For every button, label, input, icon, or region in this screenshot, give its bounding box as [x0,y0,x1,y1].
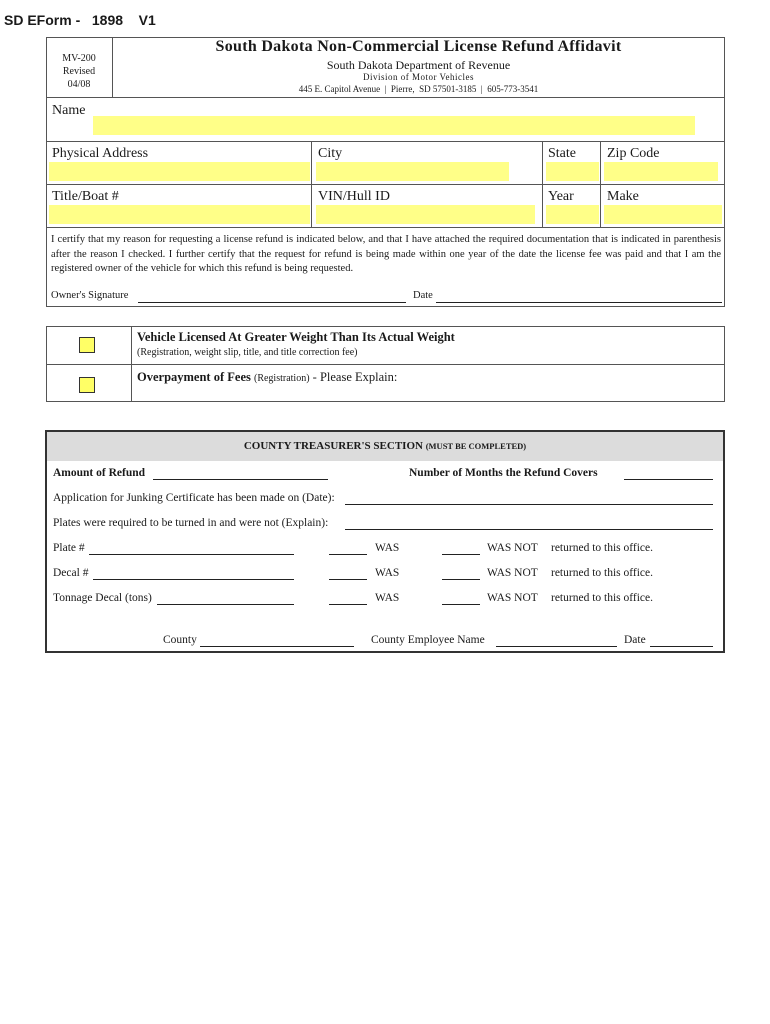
zip-label: Zip Code [607,146,660,161]
county-date-label: Date [624,634,646,646]
row-divider [46,184,725,185]
reason-overpayment-title: Overpayment of Fees [137,370,251,384]
col-divider [311,141,312,227]
employee-line[interactable] [496,646,617,647]
plates-label: Plates were required to be turned in and were not (Explain): [53,517,329,529]
reason-overpayment-note: (Registration) [253,373,310,384]
reason-weight-title: Vehicle Licensed At Greater Weight Than Its Actual Weight [137,330,455,344]
plates-line[interactable] [345,529,713,530]
physical-address-field[interactable] [49,162,310,181]
reason-overpayment [137,370,397,385]
amount-label: Amount of Refund [53,467,146,479]
division: Division of Motor Vehicles [362,72,475,82]
zip-field[interactable] [604,162,718,181]
decal-line[interactable] [93,579,294,580]
plate-was-not: WAS NOT [487,542,538,554]
decal-was: WAS [375,567,400,579]
signature-date-label: Date [413,290,433,301]
decal-label: Decal # [53,567,89,579]
decal-was-line[interactable] [329,579,367,580]
reasons-row-divider [46,364,725,365]
junking-line[interactable] [345,504,713,505]
decal-suffix: returned to this office. [551,567,653,579]
decal-was-not: WAS NOT [487,567,538,579]
city-label: City [318,146,343,161]
employee-label: County Employee Name [371,634,485,646]
plate-was: WAS [375,542,400,554]
months-label: Number of Months the Refund Covers [409,467,598,479]
year-field[interactable] [546,205,599,224]
vin-field[interactable] [316,205,535,224]
tonnage-was-not-line[interactable] [442,604,480,605]
county-line[interactable] [200,646,354,647]
year-label: Year [548,189,574,204]
plate-was-line[interactable] [329,554,367,555]
reason-weight-checkbox[interactable] [79,337,95,353]
form-title: South Dakota Non-Commercial License Refund Affidavit [215,38,622,55]
tonnage-was: WAS [375,592,400,604]
col-divider [600,141,601,227]
county-date-line[interactable] [650,646,713,647]
decal-was-not-line[interactable] [442,579,480,580]
address: 445 E. Capitol Avenue | Pierre, SD 57501-3185 | 605-773-3541 [298,84,539,94]
county-heading-title: COUNTY TREASURER'S SECTION [243,440,423,452]
tonnage-line[interactable] [157,604,294,605]
name-label: Name [52,103,86,118]
title-boat-label: Title/Boat # [52,189,119,204]
form-number: MV-200 [62,53,96,64]
county-label: County [163,634,197,646]
reason-overpayment-checkbox[interactable] [79,377,95,393]
vin-label: VIN/Hull ID [318,189,390,204]
county-heading-note: (MUST BE COMPLETED) [425,441,527,451]
tonnage-label: Tonnage Decal (tons) [53,592,152,604]
document-id: SD EForm - 1898 V1 [4,12,156,28]
make-label: Make [607,189,639,204]
revised-date: 04/08 [67,79,91,90]
header-divider [46,97,725,98]
junking-label: Application for Junking Certificate has been made on (Date): [53,492,335,504]
reason-weight-note: (Registration, weight slip, title, and title correction fee) [137,347,358,358]
amount-line[interactable] [153,479,328,480]
plate-label: Plate # [53,542,85,554]
title-boat-field[interactable] [49,205,310,224]
tonnage-was-not: WAS NOT [487,592,538,604]
row-divider [46,141,725,142]
state-label: State [548,146,576,161]
tonnage-was-line[interactable] [329,604,367,605]
plate-suffix: returned to this office. [551,542,653,554]
row-divider [46,227,725,228]
state-field[interactable] [546,162,599,181]
department: South Dakota Department of Revenue [326,58,511,72]
signature-date-line[interactable] [436,302,722,303]
county-heading [47,440,723,452]
city-field[interactable] [316,162,509,181]
name-field[interactable] [93,116,695,135]
owner-signature-line[interactable] [138,302,406,303]
make-field[interactable] [604,205,722,224]
col-divider [542,141,543,227]
revised-label: Revised [62,66,96,77]
plate-line[interactable] [89,554,294,555]
plate-was-not-line[interactable] [442,554,480,555]
certification-text: I certify that my reason for requesting a license refund is indicated below, and that I have attached the required documentation that is indicated in parenthesis after the reason I checked. I further certify that the request for refund is being made within one year of the date the license fee was paid and that I am the registered owner of the vehicle for which this refund is being requested. [51,234,721,274]
months-line[interactable] [624,479,713,480]
physical-address-label: Physical Address [52,146,149,161]
reason-overpayment-extra: - Please Explain: [309,370,398,384]
owner-signature-label: Owner's Signature [51,290,129,301]
tonnage-suffix: returned to this office. [551,592,653,604]
